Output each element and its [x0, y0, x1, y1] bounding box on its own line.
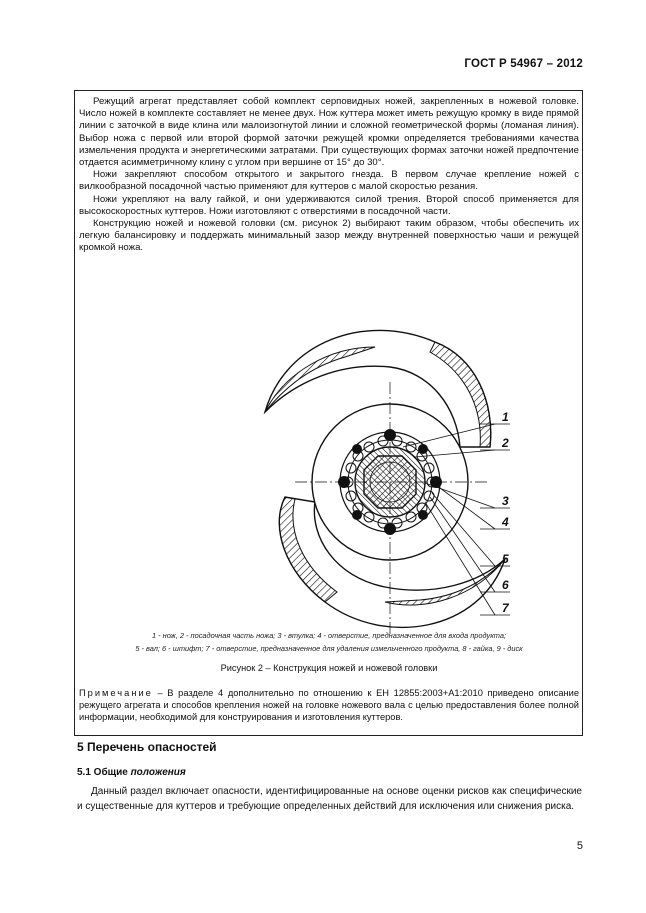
callout-7: 7: [502, 601, 509, 615]
paragraph-4: Конструкцию ножей и ножевой головки (см. рисунок 2) выбирают таким образом, чтобы обеспечить их легкую балансировку и поддержать минимальный зазор между внутренней поверхностью чаши и режущей кромкой ножа.: [79, 218, 579, 254]
section-paragraph: Данный раздел включает опасности, идентифицированные на основе оценки рисков как специфические и существенные для куттеров и требующие определенных действий для исключения или снижения риска.: [77, 786, 582, 812]
callout-4: 4: [502, 515, 509, 529]
callout-labels: [501, 410, 510, 615]
standard-header: ГОСТ Р 54967 – 2012: [464, 58, 583, 70]
upper-knife-tip: [265, 347, 375, 412]
callout-2: 2: [502, 436, 509, 450]
callout-5: 5: [502, 552, 509, 566]
figure-legend-line-2: 5 - вал; 6 - штифт; 7 - отверстие, предназначенное для удаления измельченного продукта, 8 - гайка, 9 - диск: [135, 644, 523, 653]
callout-6: 6: [502, 578, 509, 592]
content-frame: [74, 90, 583, 736]
figure-legend-line-1: 1 - нож, 2 - посадочная часть ножа; 3 - втулка; 4 - отверстие, предназначенное для входа продукта;: [151, 631, 507, 640]
knife-head-figure: [225, 297, 525, 642]
page-number: 5: [576, 840, 583, 852]
paragraph-3: Ножи укрепляют на валу гайкой, и они удерживаются силой трения. Второй способ применяется для высокоскоростных куттеров. Ножи изготовляют с отверстиями в посадочной части.: [79, 193, 579, 217]
knife-head-drawing: [225, 297, 525, 637]
figure-title: Рисунок 2 – Конструкция ножей и ножевой головки: [220, 663, 438, 673]
subsection-title: [77, 767, 186, 778]
paragraph-1: Режущий агрегат представляет собой комплект серповидных ножей, закрепленных в ножевой головке. Число ножей в комплекте составляет не менее двух. Нож куттера может иметь режущую кромку в виде прямой линии с заточкой в виде клина или малоизогнутой линии и сложной геометрической формы (ломаная линия). Выбор ножа с первой или второй формой заточки режущей кромки определяется требованиями качества измельчения продукта и энергетическими затратами. При существующих формах заточки ножей предпочтение отдается асимметричному клину с углом при вершине от 15° до 30°.: [79, 96, 579, 169]
note-text: – В разделе 4 дополнительно по отношению к ЕН 12855:2003+А1:2010 приведено описание режущего агрегата и способов крепления ножей на головке ножевого вала с целью предоставления более полной информации, необходимой для конструирования и изготовления куттеров.: [79, 688, 579, 722]
callout-3: 3: [502, 494, 509, 508]
frame-text: [79, 96, 579, 255]
note: [79, 687, 579, 723]
section-title: 5 Перечень опасностей: [77, 740, 217, 754]
note-label: Примечание: [79, 688, 153, 698]
subsection-word: положения: [130, 767, 186, 778]
callout-1: 1: [502, 410, 509, 424]
subsection-number: 5.1 Общие: [77, 767, 131, 778]
paragraph-2: Ножи закрепляют способом открытого и закрытого гнезда. В первом случае крепление ножей с вилкообразной посадочной частью применяют для куттеров с малой скоростью резания.: [79, 169, 579, 193]
